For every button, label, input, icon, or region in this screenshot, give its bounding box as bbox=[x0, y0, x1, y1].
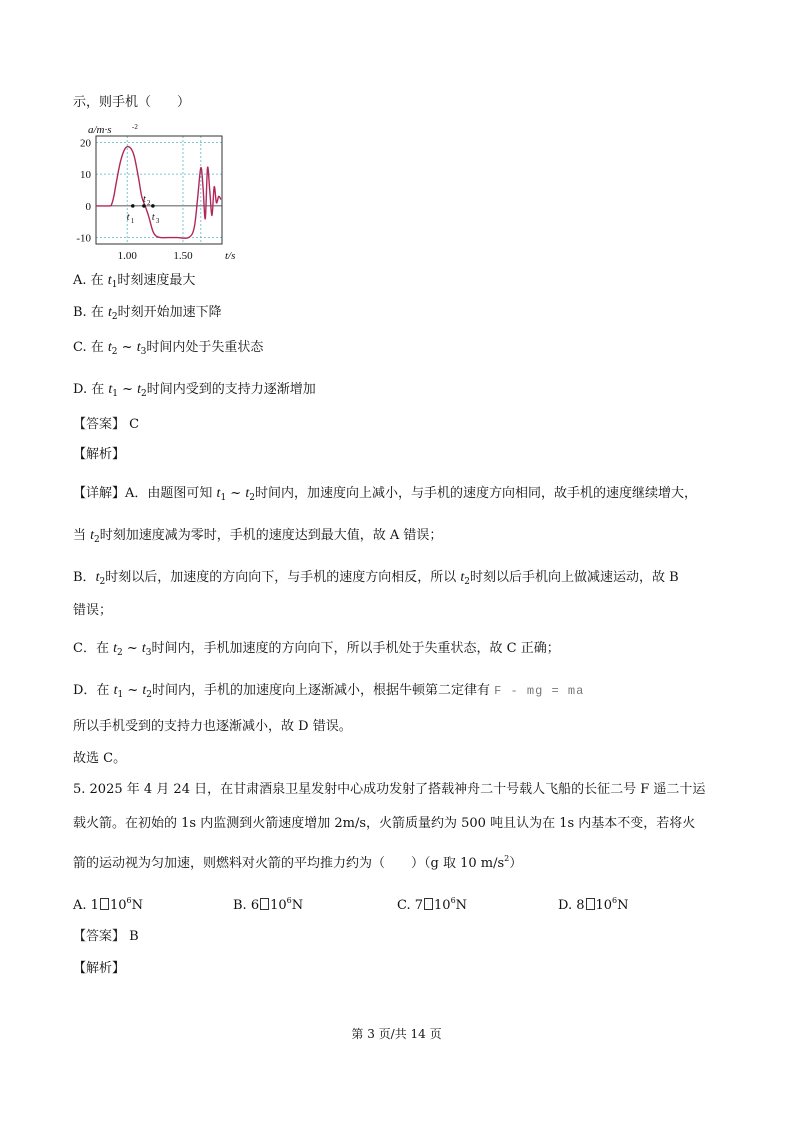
missing-glyph-box bbox=[586, 898, 595, 910]
time-point-label-sub: 3 bbox=[155, 216, 160, 225]
option-c: C. 在 $t_2$ ~ $t_3$时间内处于失重状态 bbox=[73, 340, 264, 357]
option-d: D. 在 $t_1$ ~ $t_2$时间内受到的支持力逐渐增加 bbox=[73, 382, 316, 399]
newton-equation: F - mg = ma bbox=[494, 684, 585, 698]
q5-option-c: C. 7 $10^6N$ bbox=[397, 896, 468, 913]
answer-label: 【答案】 bbox=[73, 929, 126, 944]
chart-axis-labels bbox=[76, 124, 235, 262]
y-tick-label: -10 bbox=[76, 232, 91, 245]
q5-option-b: B. 6 $10^6N$ bbox=[233, 896, 304, 913]
q5-line-1: 5. 2025 年 4 月 24 日，在甘肃酒泉卫星发射中心成功发射了搭载神舟二十号载人飞船的长征二号 F 遥二十运 bbox=[73, 782, 706, 797]
detail-line-7: 所以手机受到的支持力也逐渐减小，故 D 错误。 bbox=[73, 719, 352, 734]
option-b: B. 在 $t_2$时刻开始加速下降 bbox=[73, 305, 222, 322]
x-tick-label: 1.00 bbox=[117, 250, 137, 262]
answer-line-2 bbox=[73, 928, 139, 946]
detail-line-8: 故选 C。 bbox=[73, 751, 127, 766]
q5-line-3: 箭的运动视为匀加速，则燃料对火箭的平均推力约为（ ）（g 取 10 $m/s^2$） bbox=[73, 854, 523, 871]
acceleration-time-chart bbox=[70, 124, 235, 264]
time-point-label-sub: 1 bbox=[130, 216, 135, 225]
detail-line-2: 当 $t_2$时刻加速度减为零时，手机的速度达到最大值，故 A 错误； bbox=[73, 528, 443, 545]
q5-option-a: A. 1 $10^6N$ bbox=[73, 896, 143, 913]
missing-glyph-box bbox=[260, 898, 269, 910]
analysis-label: 【解析】 bbox=[73, 447, 126, 462]
time-point-label-sub: 2 bbox=[146, 198, 151, 207]
y-tick-label: 20 bbox=[80, 137, 91, 150]
y-axis-label-exponent: -2 bbox=[132, 124, 138, 131]
time-point-label: t bbox=[142, 193, 146, 205]
missing-glyph-box bbox=[100, 898, 109, 910]
time-point-label: t bbox=[126, 211, 130, 223]
analysis-label-2: 【解析】 bbox=[73, 961, 126, 976]
time-point-marker bbox=[151, 204, 155, 208]
q5-line-2: 载火箭。在初始的 1s 内监测到火箭速度增加 2m/s，火箭质量约为 500 吨且认为在 1s 内基本不变，若将火 bbox=[73, 816, 696, 831]
page-footer: 第 3 页/共 14 页 bbox=[351, 1027, 442, 1041]
x-axis-label: t/s bbox=[225, 250, 235, 262]
answer-value: C bbox=[129, 417, 140, 432]
answer-line bbox=[73, 416, 139, 434]
y-axis-label: a/m·s bbox=[88, 124, 112, 136]
time-point-marker bbox=[131, 204, 135, 208]
question-stem-tail: 示，则手机（ ） bbox=[73, 95, 191, 110]
y-tick-label: 10 bbox=[80, 169, 91, 182]
answer-value: B bbox=[129, 929, 139, 944]
q5-option-d: D. 8 $10^6N$ bbox=[558, 896, 629, 913]
option-a: A. 在 $t_1$时刻速度最大 bbox=[73, 273, 196, 290]
detail-line-5: C．在 $t_2$ ~ $t_3$时间内，手机加速度的方向向下，所以手机处于失重状态，故 C 正确； bbox=[73, 641, 560, 658]
detail-line-1: 【详解】A．由题图可知 $t_1$ ~ $t_2$时间内，加速度向上减小，与手机的速度方向相同，故手机的速度继续增大， bbox=[73, 486, 697, 503]
detail-line-6: D．在 $t_1$ ~ $t_2$时间内，手机的加速度向上逐渐减小，根据牛顿第二定律有 F - mg = ma bbox=[73, 683, 585, 700]
detail-line-3: B．$t_2$时刻以后，加速度的方向向下，与手机的速度方向相反，所以 $t_2$时刻以后手机向上做减速运动，故 B bbox=[73, 570, 679, 587]
chart-points bbox=[127, 194, 160, 225]
y-tick-label: 0 bbox=[85, 200, 91, 213]
answer-label: 【答案】 bbox=[73, 417, 126, 432]
x-tick-label: 1.50 bbox=[173, 250, 193, 262]
time-point-label: t bbox=[151, 211, 155, 223]
detail-line-4: 错误； bbox=[73, 603, 113, 618]
missing-glyph-box bbox=[424, 898, 433, 910]
